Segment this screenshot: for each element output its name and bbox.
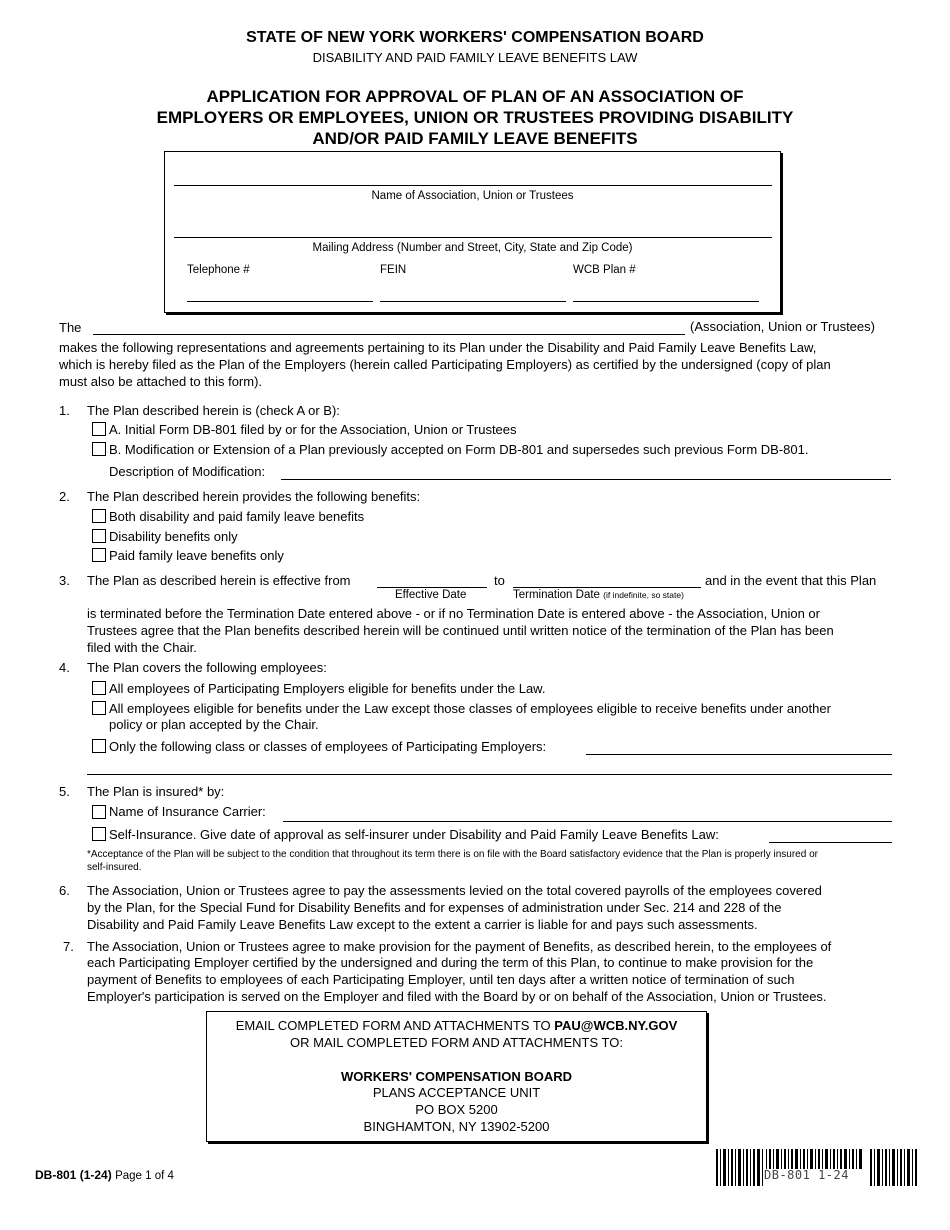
insurance-carrier-label: Name of Insurance Carrier: xyxy=(109,804,266,819)
modification-description-field[interactable] xyxy=(281,479,891,480)
item3-line2: is terminated before the Termination Date entered above - or if no Termination Date is entered above - the Association, Union or xyxy=(87,606,820,621)
submission-email-link[interactable]: PAU@WCB.NY.GOV xyxy=(554,1018,678,1033)
effective-date-field[interactable] xyxy=(377,587,487,588)
employees-all-label: All employees of Participating Employers eligible for benefits under the Law. xyxy=(109,681,546,696)
employees-class-label: Only the following class or classes of employees of Participating Employers: xyxy=(109,739,547,754)
employees-class-field-continued[interactable] xyxy=(87,774,892,775)
form-title-line1: APPLICATION FOR APPROVAL OF PLAN OF AN ASSOCIATION OF xyxy=(206,87,744,106)
item3-number: 3. xyxy=(59,573,70,588)
email-instruction: EMAIL COMPLETED FORM AND ATTACHMENTS TO PAU@WCB.NY.GOV xyxy=(235,1018,678,1033)
association-name-field[interactable] xyxy=(174,185,772,186)
employees-class-checkbox[interactable] xyxy=(92,739,106,753)
item1-option-a-checkbox[interactable] xyxy=(92,422,106,436)
self-insurance-checkbox[interactable] xyxy=(92,827,106,841)
modification-description-label: Description of Modification: xyxy=(109,464,266,479)
item1-option-b-checkbox[interactable] xyxy=(92,442,106,456)
item3-line4: filed with the Chair. xyxy=(87,640,197,655)
item1-option-b-label: B. Modification or Extension of a Plan previously accepted on Form DB-801 and supersedes such previous Form DB-801. xyxy=(109,442,809,457)
self-insurance-label: Self-Insurance. Give date of approval as self-insurer under Disability and Paid Family Leave Benefits Law: xyxy=(109,827,719,842)
mailing-address-label: Mailing Address (Number and Street, City, State and Zip Code) xyxy=(312,242,633,254)
insurance-note-line1: *Acceptance of the Plan will be subject to the condition that throughout its term there is on file with the Board satisfactory evidence that the Plan is properly insured or xyxy=(87,849,818,860)
mail-instruction: OR MAIL COMPLETED FORM AND ATTACHMENTS TO: xyxy=(290,1035,623,1050)
intro-line2: which is hereby filed as the Plan of the Employers (herein called Participating Employers) as certified by the undersigned (copy of plan xyxy=(59,357,831,372)
item7-number: 7. xyxy=(63,939,74,954)
item2-text: The Plan described herein provides the following benefits: xyxy=(87,489,421,504)
mail-org: WORKERS' COMPENSATION BOARD xyxy=(340,1069,573,1084)
barcode-text: DB-801 1-24 xyxy=(764,1168,849,1182)
telephone-field[interactable] xyxy=(187,301,373,302)
employees-all-checkbox[interactable] xyxy=(92,681,106,695)
item7-line4: Employer's participation is served on the Employer and filed with the Board by or on behalf of the Association, Union or Trustees. xyxy=(87,989,827,1004)
item6-line2: by the Plan, for the Special Fund for Disability Benefits and for expenses of administration under Sec. 214 and 228 of the xyxy=(87,900,782,915)
form-title-line2: EMPLOYERS OR EMPLOYEES, UNION OR TRUSTEES PROVIDING DISABILITY xyxy=(156,108,794,127)
law-subheading: DISABILITY AND PAID FAMILY LEAVE BENEFITS LAW xyxy=(312,50,638,65)
employees-except-label-line2: policy or plan accepted by the Chair. xyxy=(109,717,319,732)
benefits-both-label: Both disability and paid family leave benefits xyxy=(109,509,365,524)
intro-line3: must also be attached to this form). xyxy=(59,374,263,389)
item1-option-a-label: A. Initial Form DB-801 filed by or for the Association, Union or Trustees xyxy=(109,422,517,437)
mail-unit: PLANS ACCEPTANCE UNIT xyxy=(372,1085,541,1100)
item3-line3: Trustees agree that the Plan benefits described herein will be continued until written notice of the termination of the Plan has been xyxy=(87,623,834,638)
form-title-line3: AND/OR PAID FAMILY LEAVE BENEFITS xyxy=(312,129,638,148)
applicant-info-box xyxy=(164,151,781,313)
mailing-address-field[interactable] xyxy=(174,237,772,238)
item5-text: The Plan is insured* by: xyxy=(87,784,225,799)
agency-heading: STATE OF NEW YORK WORKERS' COMPENSATION BOARD xyxy=(246,29,704,46)
item3-text-a: The Plan as described herein is effective from xyxy=(87,573,351,588)
mail-po-box: PO BOX 5200 xyxy=(415,1102,498,1117)
item3-to: to xyxy=(494,573,505,588)
self-insurance-date-field[interactable] xyxy=(769,842,892,843)
effective-date-label: Effective Date xyxy=(395,589,467,601)
insurance-carrier-field[interactable] xyxy=(283,821,892,822)
item3-text-b: and in the event that this Plan xyxy=(705,573,877,588)
item6-line3: Disability and Paid Family Leave Benefits Law except to the extent a carrier is liable for and pays such assessments. xyxy=(87,917,758,932)
form-id-footer: DB-801 (1-24) Page 1 of 4 xyxy=(35,1168,174,1182)
intro-line1: makes the following representations and agreements pertaining to its Plan under the Disability and Paid Family Leave Benefits Law, xyxy=(59,340,817,355)
item4-number: 4. xyxy=(59,660,70,675)
mail-city: BINGHAMTON, NY 13902-5200 xyxy=(363,1119,550,1134)
termination-date-field[interactable] xyxy=(513,587,701,588)
item7-line2: each Participating Employer certified by the undersigned and during the term of this Plan, to continue to make provision for the xyxy=(87,955,814,970)
wcb-plan-label: WCB Plan # xyxy=(573,264,636,276)
item7-line1: The Association, Union or Trustees agree to make provision for the payment of Benefits, as described herein, to the employees of xyxy=(87,939,832,954)
wcb-plan-field[interactable] xyxy=(573,301,759,302)
item1-text: The Plan described herein is (check A or B): xyxy=(87,403,340,418)
benefits-disability-checkbox[interactable] xyxy=(92,529,106,543)
fein-label: FEIN xyxy=(380,264,407,276)
benefits-disability-label: Disability benefits only xyxy=(109,529,238,544)
termination-date-label: Termination Date (if indefinite, so state) xyxy=(513,589,684,601)
item6-number: 6. xyxy=(59,883,70,898)
benefits-pfl-checkbox[interactable] xyxy=(92,548,106,562)
item2-number: 2. xyxy=(59,489,70,504)
the-label: The xyxy=(59,320,82,335)
employees-class-field[interactable] xyxy=(586,754,892,755)
item1-number: 1. xyxy=(59,403,70,418)
benefits-pfl-label: Paid family leave benefits only xyxy=(109,548,284,563)
insurance-carrier-checkbox[interactable] xyxy=(92,805,106,819)
item4-text: The Plan covers the following employees: xyxy=(87,660,327,675)
benefits-both-checkbox[interactable] xyxy=(92,509,106,523)
item7-line3: payment of Benefits to employees of each Participating Employer, until ten days after a written notice of termination of such xyxy=(87,972,795,987)
telephone-label: Telephone # xyxy=(187,264,250,276)
employees-except-checkbox[interactable] xyxy=(92,701,106,715)
fein-field[interactable] xyxy=(380,301,566,302)
association-name-label: Name of Association, Union or Trustees xyxy=(371,190,574,202)
association-suffix-label: (Association, Union or Trustees) xyxy=(690,319,875,334)
employees-except-label-line1: All employees eligible for benefits under the Law except those classes of employees eligible to receive benefits under another xyxy=(109,701,831,716)
item5-number: 5. xyxy=(59,784,70,799)
association-field[interactable] xyxy=(93,334,685,335)
insurance-note-line2: self-insured. xyxy=(87,862,142,873)
item6-line1: The Association, Union or Trustees agree to pay the assessments levied on the total covered payrolls of the employees covered xyxy=(87,883,822,898)
